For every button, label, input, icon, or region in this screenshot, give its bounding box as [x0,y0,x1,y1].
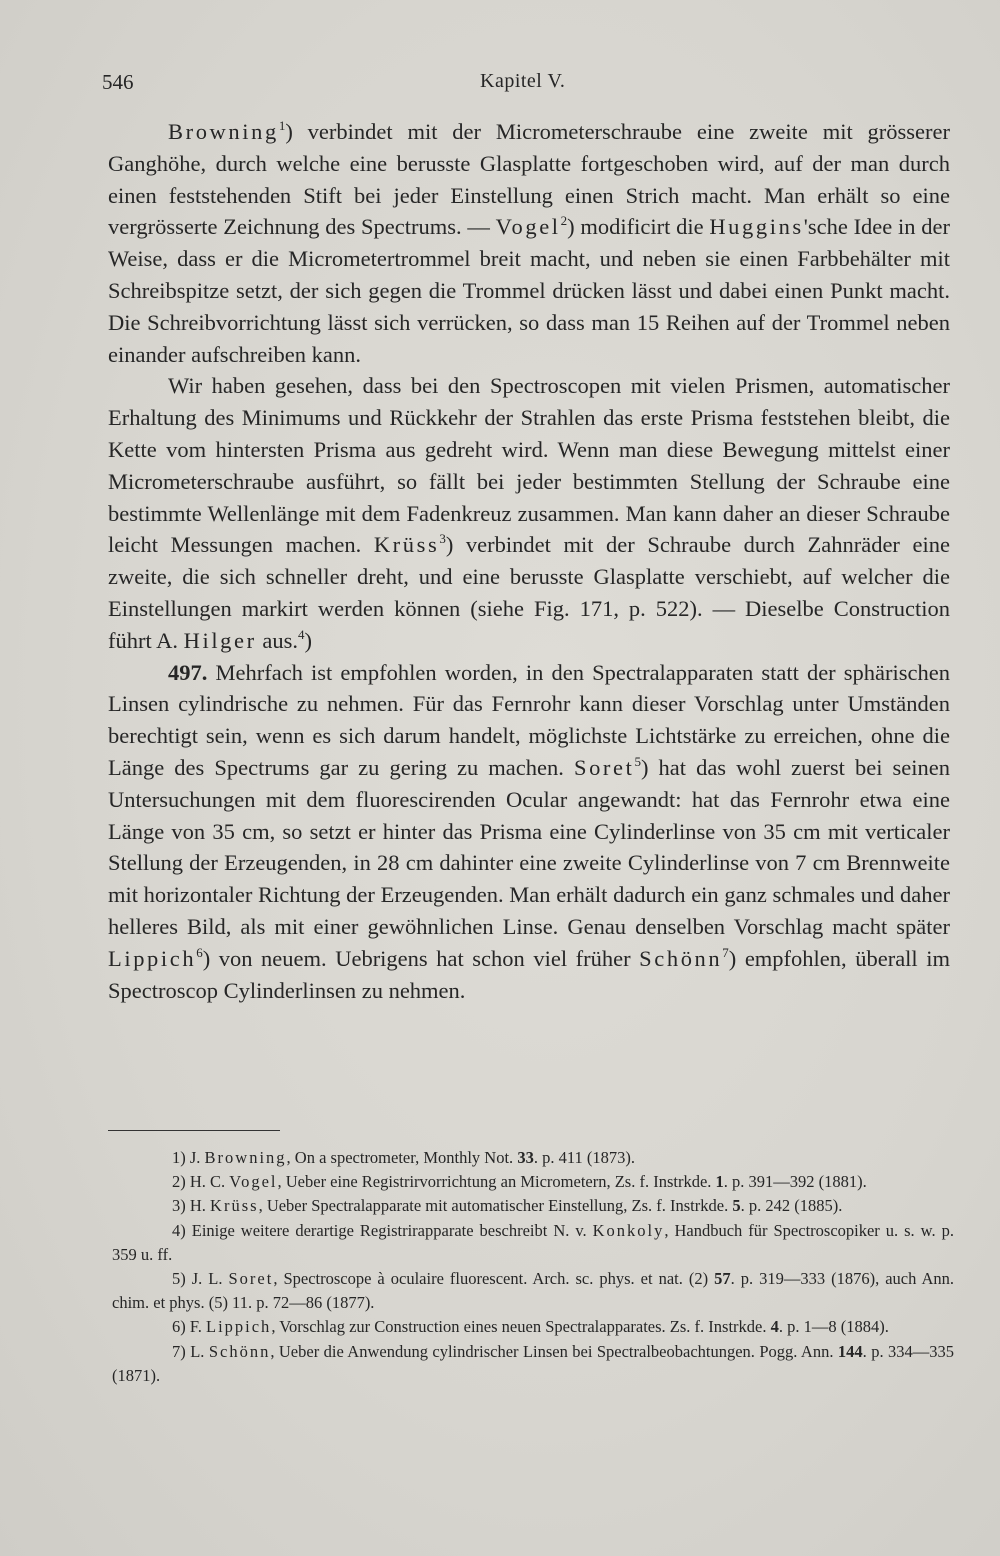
paragraph-text: ) [304,627,312,653]
footnote-author: Browning [204,1148,287,1167]
footnote-number: 1) [172,1148,186,1167]
footnote-initials: F. [189,1317,206,1337]
paragraph-text: ) von neuem. Uebrigens hat schon viel früher [202,945,640,971]
footnote-number: 3) [172,1196,186,1216]
footnote-author: Krüss [210,1196,259,1216]
footnote-volume: 4 [770,1317,779,1337]
footnote-number: 4) [172,1220,186,1240]
footnote-number: 2) [172,1172,186,1192]
paragraph-text: ) verbindet mit der Micrometerschraube eine zweite mit grösserer Ganghöhe, durch welche eine berusste Glasplatte fortgeschoben wird, auf der man durch einen feststehenden Stift bei jeder Einstellung einen Strich macht. Man erhält so eine vergrösserte Zeichnung des Spectrums. — [108,119,950,240]
footnote-text: , Spectroscope à oculaire fluorescent. Arch. sc. phys. et nat. (2) [273,1269,715,1289]
footnote-initials: H. [189,1196,211,1216]
body-text [108,116,950,1006]
footnote-text: , Vorschlag zur Construction eines neuen Spectralapparates. Zs. f. Instrkde. [271,1317,771,1337]
author-name: Schönn [639,945,723,971]
paragraph-text: ) verbindet mit der Schraube durch Zahnräder eine zweite, die sich schneller dreht, und eine berusste Glasplatte verschiebt, auf welcher die Einstellungen markirt werden können (siehe Fig. 171, p. 522). — Dieselbe Construction führt A. [108,532,950,653]
footnote-ref: 1 [278,118,286,133]
paragraph-spectroscope [108,370,950,656]
footnote-author: Konkoly [592,1220,665,1240]
page-number: 546 [102,70,134,94]
footnote [112,1146,954,1170]
footnotes [112,1146,954,1388]
footnote-author: Soret [228,1269,274,1289]
footnote-number: 5) [172,1269,186,1289]
footnote-ref: 2 [560,213,568,229]
footnote-volume: 1 [715,1172,724,1192]
footnote-author: Vogel [229,1172,278,1192]
footnote-initials: L. [190,1341,209,1361]
footnote-text: . p. 391—392 (1881). [723,1172,867,1192]
paragraph-text: ) hat das wohl zuerst bei seinen Untersuchungen mit dem fluorescirenden Ocular angewandt: hat das Fernrohr etwa eine Länge von 35 cm, so setzt er hinter das Prisma eine Cylinderlinse von 35 cm mit verticaler Stellung der Erzeugenden, in 28 cm dahinter eine zweite Cylinderlinse von 7 cm Brennweite mit horizontaler Richtung der Erzeugenden. Man erhält dadurch ein ganz schmales und daher helleres Bild, als mit einer gewöhnlichen Linse. Genau denselben Vorschlag macht später [108,754,951,939]
footnote-divider [108,1130,280,1131]
footnote-number: 6) [172,1317,186,1337]
footnote-author: Schönn [208,1341,271,1361]
footnote-volume: 5 [732,1196,741,1216]
footnote [112,1340,954,1388]
footnote-text: , Ueber die Anwendung cylindrischer Linsen bei Spectralbeobachtungen. Pogg. Ann. [270,1341,838,1361]
footnote [112,1219,954,1267]
paragraph-text: Wir haben gesehen, dass bei den Spectroscopen mit vielen Prismen, automatischer Erhaltung des Minimums und Rückkehr der Strahlen das erste Prisma feststehen bleibt, die Kette vom hintersten Prisma aus gedreht wird. Wenn man diese Bewegung mittelst einer Micrometerschraube ausführt, so fällt bei jeder bestimmten Stellung der Schraube eine bestimmte Wellenlänge mit dem Fadenkreuz zusammen. Man kann daher an dieser Schraube leicht Messungen machen. [108,373,950,558]
footnote-text: . p. 334—335 (1871). [112,1341,955,1385]
footnote-volume: 144 [837,1341,863,1361]
paragraph-497 [108,657,950,1007]
footnote-volume: 33 [517,1148,534,1167]
section-number: 497. [168,659,208,685]
footnote [112,1194,954,1218]
footnote-author: Lippich [205,1317,272,1337]
footnote-initials: J. L. [191,1269,229,1289]
footnote-initials: J. [189,1148,205,1167]
footnote-text: . p. 1—8 (1884). [778,1317,889,1337]
paragraph-browning [108,116,950,370]
footnote-text: , Ueber Spectralapparate mit automatischer Einstellung, Zs. f. Instrkde. [258,1196,733,1216]
footnote-ref: 4 [297,626,305,642]
paragraph-text: Mehrfach ist empfohlen worden, in den Spectralapparaten statt der sphärischen Linsen cylindrische zu nehmen. Für das Fernrohr kann dieser Vorschlag unter Umständen berechtigt sein, wenn es sich darum handelt, möglichste Lichtstärke zu erreichen, ohne die Länge des Spectrums gar zu gering zu machen. [108,659,950,780]
running-head: Kapitel V. [480,70,566,92]
footnote-ref: 7 [722,944,729,960]
author-name: Hilger [183,627,257,653]
footnote-text: , On a spectrometer, Monthly Not. [286,1148,518,1167]
paragraph-text: 'sche Idee in der Weise, dass er die Micrometertrommel breit macht, und neben sie einen Farbbehälter mit Schreibspitze setzt, der sich gegen die Trommel drücken lässt und dabei einen Punkt macht. Die Schreibvorrichtung lässt sich verrücken, so dass man 15 Reihen auf der Trommel neben einander aufschreiben kann. [108,214,950,367]
footnote-volume: 57 [714,1269,731,1289]
footnote-ref: 3 [439,531,446,547]
paragraph-text: ) modificirt die [567,214,710,240]
footnote-initials: H. C. [189,1172,230,1192]
footnote-text: . p. 319—333 (1876), auch Ann. chim. et phys. (5) 11. p. 72—86 (1877). [112,1269,954,1313]
footnote-ref: 6 [196,944,203,960]
footnote-ref: 5 [634,753,641,769]
author-name: Lippich [108,945,197,971]
author-name: Soret [573,754,635,780]
footnote-text: . p. 411 (1873). [533,1148,635,1167]
author-name: Huggins [709,214,804,240]
footnote-text: . p. 242 (1885). [740,1196,843,1216]
footnote [112,1170,954,1194]
page-header [102,70,952,102]
footnote-number: 7) [172,1341,186,1361]
footnote-text: , Ueber eine Registrirvorrichtung an Micrometern, Zs. f. Instrkde. [277,1172,716,1192]
paragraph-text: aus. [256,627,298,653]
author-name: Browning [168,119,279,144]
footnote-text: , Handbuch für Spectroscopiker u. s. w. p. 359 u. ff. [112,1220,954,1264]
footnote [112,1315,954,1339]
footnote-text: Einige weitere derartige Registrirapparate beschreibt N. v. [191,1220,593,1240]
paragraph-text: ) empfohlen, überall im Spectroscop Cylinderlinsen zu nehmen. [108,945,950,1003]
author-name: Vogel [495,214,561,240]
footnote [112,1267,954,1315]
author-name: Krüss [373,532,440,558]
